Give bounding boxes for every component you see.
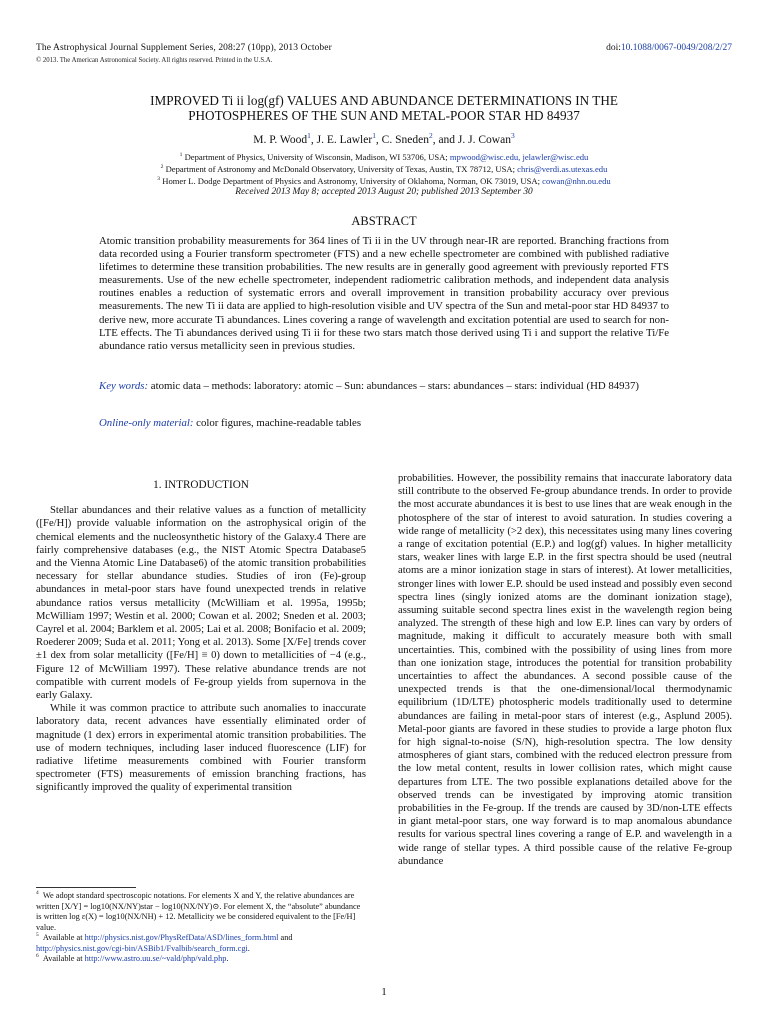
abstract-heading: ABSTRACT [351, 214, 417, 228]
page-number: 1 [381, 986, 387, 998]
author-affil-ref[interactable]: 2 [428, 131, 433, 141]
footnote-divider [36, 887, 136, 888]
section-heading: 1. INTRODUCTION [153, 479, 249, 491]
author-affil-ref[interactable]: 1 [372, 131, 376, 141]
paragraph: probabilities. However, the possibility remains that inaccurate laboratory data still contribute to the observed Fe-group abundance trends. In order to provide the most accurate abundances it is best to use lines that are weak enough in the photosphere of the star of interest to avoid saturation. In studies covering a wide range of metallicity (>2 dex), this necessitates using many lines covering a range of excitation potential (E.P.) and log(gf) values. In higher metallicity stars, weaker lines with large E.P. in the first spectra should be used (neutral atoms are a minor ionization stage in stars of interest). At lower metallicities, stronger lines with lower E.P. should be used instead and possibly even second spectra lines (singly ionized atoms are the dominant ionization stage), assuming suitable second spectra lines exist in the wavelength region being analyzed. The strength of these high and low E.P. lines can vary by orders of magnitude, making it difficult to accurately measure both with small uncertainties. This, combined with the possibility of using lines from more than one ionization stage, introduces the potential for transition probability uncertainties to affect the abundances. A second possible cause of the unexpected trends is that the one-dimensional/local thermodynamic equilibrium (1D/LTE) photospheric models traditionally used to determine abundances are failing in metal-poor stars of interest (e.g., Asplund 2005). Metal-poor giants are favored in these studies to provide a large photon flux for high signal-to-noise (S/N), high-resolution spectra. The low density atmospheres of giant stars, combined with the reduced electron pressure from the low metal content, results in lower collision rates, which might cause departures from LTE. The two possible explanations detailed above for the observed trends can be investigated by improving atomic transition probabilities in the Fe-group. If the trends are caused by 3D/non-LTE effects in giant metal-poor stars, one way forward is to map anomalous abundance results for various spectral lines covering a range of E.P. and wavelength in a wide range of stellar types. A third possible cause of the relative Fe-group abundance [398, 473, 732, 867]
paper-title [60, 93, 708, 123]
footnotes [36, 891, 366, 965]
online-text: color figures, machine-readable tables [196, 417, 362, 429]
author-affil-ref[interactable]: 1 [307, 131, 311, 141]
copyright: © 2013. The American Astronomical Society. All rights reserved. Printed in the U.S.A. [36, 57, 273, 64]
online-label: Online-only material: [99, 417, 194, 429]
doi[interactable] [606, 43, 732, 53]
keywords [99, 380, 669, 393]
affiliation-2: $^2$ Department of Astronomy and McDonald Observatory, University of Texas, Austin, TX 78712, USA; chris@verdi.as.utexas.edu [160, 164, 608, 174]
keywords-text: atomic data – methods: laboratory: atomic – Sun: abundances – stars: abundances – stars: individual (HD 84937) [150, 380, 639, 392]
email-link[interactable]: chris@verdi.as.utexas.edu [517, 164, 608, 174]
title-line-1: IMPROVED Ti ii log(gf) VALUES AND ABUNDANCE DETERMINATIONS IN THE [150, 93, 618, 108]
footnote-link[interactable]: http://www.astro.uu.se/~vald/php/vald.php [84, 954, 227, 963]
paragraph: While it was common practice to attribute such anomalies to inaccurate laboratory data, recent advances have essentially eliminated order of magnitude (1 dex) errors in experimental atomic transition probabilities. The use of modern techniques, including laser induced fluorescence (LIF) for radiative lifetime measurements combined with Fourier transform spectrometer (FTS) measurements of emission branching fractions, has significantly improved the quality of experimental transition [36, 703, 366, 794]
email-link[interactable]: mpwood@wisc.edu, jelawler@wisc.edu [449, 152, 589, 162]
author: M. P. Wood [253, 134, 308, 146]
email-link[interactable]: cowan@nhn.ou.edu [542, 176, 611, 186]
received-dates: Received 2013 May 8; accepted 2013 August 20; published 2013 September 30 [235, 187, 533, 197]
footnote-link[interactable]: http://physics.nist.gov/PhysRefData/ASD/lines_form.html [84, 933, 279, 942]
left-column [36, 472, 366, 795]
right-column [398, 472, 732, 868]
affiliation-3: $^3$ Homer L. Dodge Department of Physics and Astronomy, University of Oklahoma, Norman, OK 73019, USA; cowan@nhn.ou.edu [157, 176, 611, 186]
footnote-5: $^5$ Available at http://physics.nist.gov/PhysRefData/ASD/lines_form.html and http://physics.nist.gov/cgi-bin/ASBib1/Fvalbib/search_form.cgi. [36, 932, 293, 953]
paragraph: Stellar abundances and their relative values as a function of metallicity ([Fe/H]) provide valuable information on the astrophysical origin of the chemical elements and the nucleosynthetic history of the Galaxy.4 There are fairly comprehensive databases (e.g., the NIST Atomic Spectra Database5 and the Vienna Atomic Line Database6) of the atomic transition probabilities necessary for stellar abundance studies. Studies of iron (Fe)-group abundances in metal-poor stars have found unexpected trends in relative abundance ratios versus metallicity (McWilliam et al. 1995a, 1995b; McWilliam 1997; Westin et al. 2000; Cowan et al. 2002; Sneden et al. 2003; Cayrel et al. 2004; Barklem et al. 2005; Lai et al. 2008; Bonifacio et al. 2009; Roederer 2009; Suda et al. 2011; Yong et al. 2013). Some [X/Fe] trends cover ±1 dex from solar metallicity ([Fe/H] ≡ 0) down to metallicities of −4 (e.g., Figure 12 of McWilliam 1997). These relative abundance trends are not compatible with current models of Fe-group yields from supernova in the early Galaxy. [36, 505, 366, 702]
online-material [99, 417, 669, 429]
author-affil-ref[interactable]: 3 [510, 131, 515, 141]
footnote-4: $^4$ We adopt standard spectroscopic notations. For elements X and Y, the relative abundances are written [X/Y] = log10(NX/NY)star − log10(NX/NY)⊙. For element X, the “absolute” abundance is written log ε(X) = log10(NX/NH) + 12. Metallicity we be considered equivalent to the [Fe/H] value. [36, 890, 361, 932]
doi-prefix: doi: [606, 43, 621, 53]
author: C. Sneden [381, 134, 429, 146]
author: J. E. Lawler [316, 134, 373, 146]
keywords-label: Key words: [99, 380, 149, 392]
footnote-link[interactable]: http://physics.nist.gov/cgi-bin/ASBib1/Fvalbib/search_form.cgi [36, 943, 248, 953]
doi-link[interactable]: 10.1088/0067-0049/208/2/27 [620, 43, 732, 53]
footnote-6: $^6$ Available at http://www.astro.uu.se/~vald/php/vald.php. [36, 953, 229, 963]
author-list: M. P. Wood$^1$, J. E. Lawler$^1$, C. Sneden$^2$, and J. J. Cowan$^3$ [253, 131, 515, 146]
journal-citation: The Astrophysical Journal Supplement Series, 208:27 (10pp), 2013 October [36, 43, 332, 53]
title-line-2: PHOTOSPHERES OF THE SUN AND METAL-POOR STAR HD 84937 [188, 108, 580, 123]
affiliation-1: $^1$ Department of Physics, University of Wisconsin, Madison, WI 53706, USA; mpwood@wisc.edu, jelawler@wisc.edu [179, 152, 589, 162]
author: J. J. Cowan [457, 134, 511, 146]
abstract-text: Atomic transition probability measurements for 364 lines of Ti ii in the UV through near-IR are reported. Branching fractions from data recorded using a Fourier transform spectrometer (FTS) and a new echelle spectrometer are combined with published radiative lifetimes to determine these transition probabilities. The new results are in generally good agreement with previously reported FTS measurements. Use of the new echelle spectrometer, independent radiometric calibration methods, and independent data analysis routines enables a reduction of systematic errors and overall improvement in transition probability accuracy over previous measurements. The new Ti ii data are applied to high-resolution visible and UV spectra of the Sun and metal-poor star HD 84937 to derive new, more accurate Ti abundances. Lines covering a range of wavelength and excitation potential are used to search for non-LTE effects. The Ti abundances derived using Ti ii for these two stars match those derived using Ti i and support the relative Ti/Fe abundance ratio versus metallicity seen in previous studies. [99, 235, 669, 352]
